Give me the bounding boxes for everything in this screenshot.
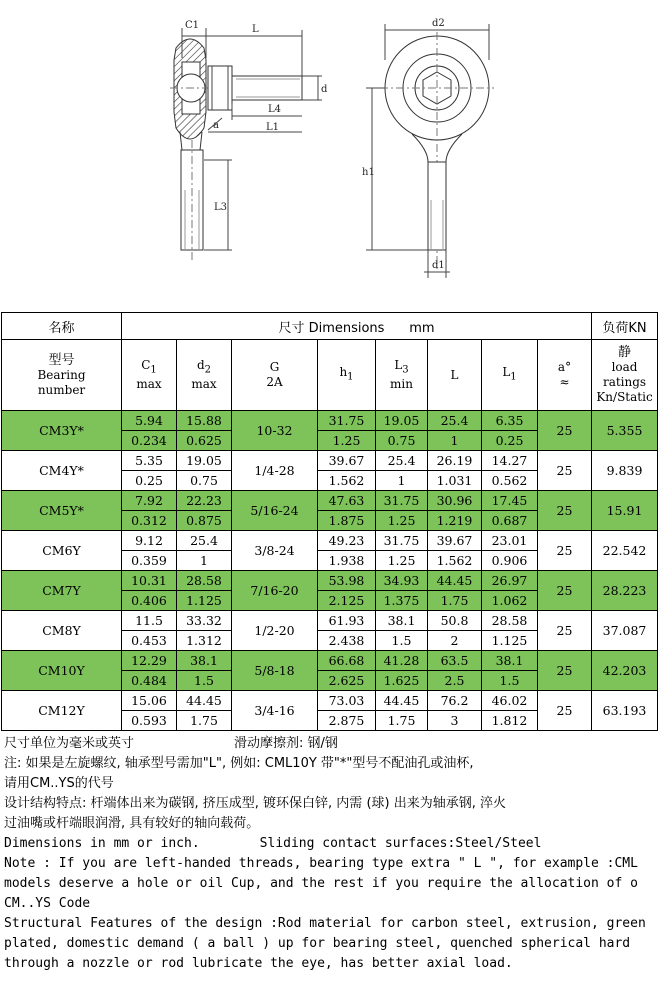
cell-l3-mm: 31.75 [376,531,428,551]
cell-l1-in: 1.125 [482,631,538,651]
cell-g: 7/16-20 [232,571,318,611]
cell-l3-in: 1.25 [376,511,428,531]
cell-h1-in: 1.938 [318,551,376,571]
cell-model: CM10Y [2,651,122,691]
cell-l3-in: 1 [376,471,428,491]
cell-d2-in: 1 [177,551,232,571]
cell-angle: 25 [538,611,592,651]
cell-l3-mm: 38.1 [376,611,428,631]
cell-h1-in: 2.875 [318,711,376,731]
label-l3: L3 [214,202,228,213]
label-l: L [252,24,259,35]
cell-l-mm: 30.96 [428,491,482,511]
cell-c1-mm: 11.5 [122,611,177,631]
struct-en-1: Structural Features of the design :Rod material for carbon steel, extrusion, green [4,916,646,931]
cell-l3-in: 1.375 [376,591,428,611]
cell-c1-in: 0.453 [122,631,177,651]
cell-l3-in: 1.25 [376,551,428,571]
header-static: 静 load ratings Kn/Static [592,340,658,411]
label-h1: h1 [362,167,375,178]
cell-l-in: 1 [428,431,482,451]
label-l1: L1 [266,122,280,133]
cell-h1-mm: 61.93 [318,611,376,631]
cell-d2-in: 1.75 [177,711,232,731]
cell-l1-mm: 23.01 [482,531,538,551]
header-dimensions: 尺寸 Dimensions mm [122,313,592,340]
cell-c1-mm: 12.29 [122,651,177,671]
header-angle: a° ≈ [538,340,592,411]
cell-h1-mm: 73.03 [318,691,376,711]
cell-c1-in: 0.484 [122,671,177,691]
cell-d2-mm: 28.58 [177,571,232,591]
cell-l-mm: 50.8 [428,611,482,631]
struct-en-3: through a nozzle or rod lubricate the eye, has better axial load. [4,956,513,971]
cell-angle: 25 [538,691,592,731]
cell-l-in: 3 [428,711,482,731]
note-dims-en: Dimensions in mm or inch. [4,836,200,851]
cell-l3-in: 0.75 [376,431,428,451]
cell-d2-mm: 38.1 [177,651,232,671]
cell-l-mm: 39.67 [428,531,482,551]
cell-l-mm: 26.19 [428,451,482,471]
cell-l1-in: 1.812 [482,711,538,731]
cell-h1-in: 2.438 [318,631,376,651]
cell-c1-in: 0.25 [122,471,177,491]
cell-l3-mm: 25.4 [376,451,428,471]
cell-d2-mm: 19.05 [177,451,232,471]
cell-g: 1/4-28 [232,451,318,491]
cell-load: 28.223 [592,571,658,611]
note-sliding-en: Sliding contact surfaces:Steel/Steel [259,836,542,851]
table-row [2,451,658,471]
cell-load: 5.355 [592,411,658,451]
table-row [2,491,658,511]
label-a: a [213,120,219,131]
cell-h1-mm: 66.68 [318,651,376,671]
cell-h1-mm: 31.75 [318,411,376,431]
cell-l3-in: 1.75 [376,711,428,731]
cell-c1-in: 0.234 [122,431,177,451]
cell-load: 42.203 [592,651,658,691]
cell-c1-mm: 9.12 [122,531,177,551]
side-view [170,28,322,262]
cell-d2-in: 1.312 [177,631,232,651]
cell-l3-mm: 41.28 [376,651,428,671]
table-row [2,411,658,431]
note-cn-2: 请用CM..YS的代号 [4,776,114,791]
cell-model: CM8Y [2,611,122,651]
note-lube-cn: 滑动摩擦剂: 钢/钢 [234,736,338,751]
cell-angle: 25 [538,651,592,691]
cell-c1-in: 0.359 [122,551,177,571]
label-d2: d2 [432,18,445,29]
cell-c1-mm: 10.31 [122,571,177,591]
cell-angle: 25 [538,411,592,451]
cell-model: CM12Y [2,691,122,731]
cell-l1-mm: 28.58 [482,611,538,631]
cell-c1-in: 0.593 [122,711,177,731]
header-name-cn: 名称 [2,313,122,340]
cell-c1-mm: 7.92 [122,491,177,511]
cell-l-in: 1.219 [428,511,482,531]
label-c1: C1 [185,20,200,31]
cell-l1-mm: 38.1 [482,651,538,671]
cell-g: 5/16-24 [232,491,318,531]
cell-d2-mm: 44.45 [177,691,232,711]
cell-l-in: 2.5 [428,671,482,691]
cell-g: 10-32 [232,411,318,451]
cell-c1-in: 0.312 [122,511,177,531]
cell-d2-mm: 15.88 [177,411,232,431]
cell-l1-in: 1.5 [482,671,538,691]
cell-l-mm: 44.45 [428,571,482,591]
header-h1: $h_1$ [318,340,376,411]
cell-model: CM6Y [2,531,122,571]
cell-h1-in: 2.625 [318,671,376,691]
cell-d2-in: 1.125 [177,591,232,611]
cell-l1-in: 0.562 [482,471,538,491]
cell-c1-mm: 5.94 [122,411,177,431]
table-row [2,651,658,671]
cell-model: CM5Y* [2,491,122,531]
cell-load: 9.839 [592,451,658,491]
technical-drawing [0,0,658,310]
header-g: G 2A [232,340,318,411]
cell-d2-in: 0.625 [177,431,232,451]
cell-load: 63.193 [592,691,658,731]
cell-load: 22.542 [592,531,658,571]
header-c1: $C_1$ max [122,340,177,411]
note-unit-cn: 尺寸单位为毫米或英寸 [4,736,135,751]
header-l: L [428,340,482,411]
cell-l3-mm: 44.45 [376,691,428,711]
table-row [2,571,658,591]
cell-l1-mm: 26.97 [482,571,538,591]
cell-h1-in: 1.562 [318,471,376,491]
struct-en-2: plated, domestic demand ( a ball ) up for bearing steel, quenched spherical hard [4,936,631,951]
cell-l-in: 2 [428,631,482,651]
note-en-2: models deserve a hole or oil Cup, and the rest if you require the allocation of o [4,876,638,891]
cell-h1-in: 2.125 [318,591,376,611]
cell-l1-in: 0.687 [482,511,538,531]
cell-l1-mm: 17.45 [482,491,538,511]
note-en-1: Note : If you are left-handed threads, bearing type extra " L ", for example :CML [4,856,638,871]
cell-l1-mm: 6.35 [482,411,538,431]
cell-l1-in: 1.062 [482,591,538,611]
cell-load: 15.91 [592,491,658,531]
cell-l3-in: 1.625 [376,671,428,691]
cell-d2-in: 0.875 [177,511,232,531]
cell-c1-mm: 15.06 [122,691,177,711]
front-view [366,24,494,278]
cell-l1-mm: 14.27 [482,451,538,471]
label-d1: d1 [432,260,445,271]
spec-table [1,312,658,731]
cell-load: 37.087 [592,611,658,651]
cell-l-mm: 63.5 [428,651,482,671]
table-row [2,611,658,631]
cell-d2-mm: 22.23 [177,491,232,511]
header-l3: $L_3$ min [376,340,428,411]
header-model: 型号 Bearing number [2,340,122,411]
struct-cn-1: 设计结构特点: 杆端体出来为碳钢, 挤压成型, 镀环保白锌, 内需 (球) 出来为轴承钢, 淬火 [4,796,506,811]
cell-d2-mm: 33.32 [177,611,232,631]
cell-c1-in: 0.406 [122,591,177,611]
cell-h1-in: 1.875 [318,511,376,531]
cell-c1-mm: 5.35 [122,451,177,471]
cell-angle: 25 [538,451,592,491]
header-load-cn: 负荷KN [592,313,658,340]
table-row [2,531,658,551]
cell-l-mm: 25.4 [428,411,482,431]
cell-model: CM7Y [2,571,122,611]
cell-angle: 25 [538,531,592,571]
cell-angle: 25 [538,491,592,531]
cell-h1-mm: 47.63 [318,491,376,511]
cell-h1-in: 1.25 [318,431,376,451]
note-en-3: CM..YS Code [4,896,91,911]
cell-angle: 25 [538,571,592,611]
cell-g: 3/4-16 [232,691,318,731]
cell-d2-mm: 25.4 [177,531,232,551]
cell-h1-mm: 39.67 [318,451,376,471]
table-row [2,691,658,711]
cell-l-in: 1.562 [428,551,482,571]
cell-l3-in: 1.5 [376,631,428,651]
label-l4: L4 [268,104,282,115]
header-d2: $d_2$ max [177,340,232,411]
cell-model: CM4Y* [2,451,122,491]
cell-l1-in: 0.25 [482,431,538,451]
cell-g: 1/2-20 [232,611,318,651]
note-cn-1: 注: 如果是左旋螺纹, 轴承型号需加"L", 例如: CML10Y 带"*"型号不配油孔或油杯, [4,756,474,771]
cell-model: CM3Y* [2,411,122,451]
struct-cn-2: 过油嘴或杆端眼润滑, 具有较好的轴向载荷。 [4,816,260,831]
cell-d2-in: 1.5 [177,671,232,691]
cell-l3-mm: 19.05 [376,411,428,431]
cell-l-in: 1.75 [428,591,482,611]
header-l1: $L_1$ [482,340,538,411]
cell-d2-in: 0.75 [177,471,232,491]
cell-g: 5/8-18 [232,651,318,691]
cell-h1-mm: 53.98 [318,571,376,591]
cell-l-mm: 76.2 [428,691,482,711]
cell-h1-mm: 49.23 [318,531,376,551]
cell-l3-mm: 34.93 [376,571,428,591]
cell-g: 3/8-24 [232,531,318,571]
cell-l1-in: 0.906 [482,551,538,571]
label-d: d [321,84,328,95]
notes [4,734,658,974]
cell-l-in: 1.031 [428,471,482,491]
cell-l1-mm: 46.02 [482,691,538,711]
cell-l3-mm: 31.75 [376,491,428,511]
